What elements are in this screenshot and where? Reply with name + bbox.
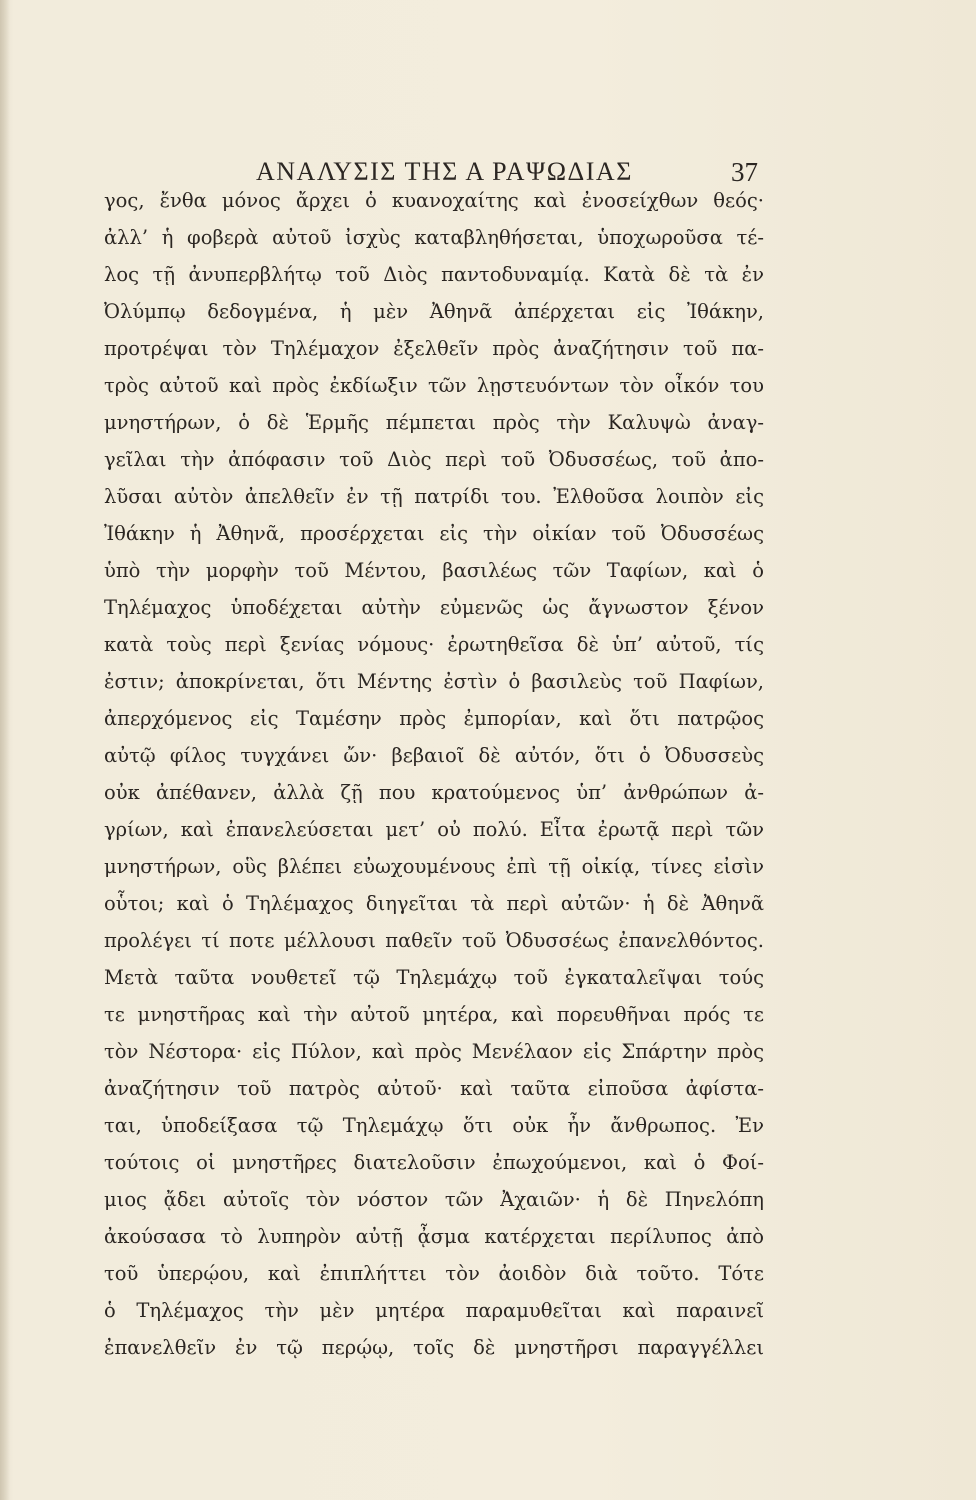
text-line: Τηλέμαχος ὑποδέχεται αὐτὴν εὐμενῶς ὡς ἄγνωστον ξένον <box>104 596 764 619</box>
text-line: ται, ὑποδείξασα τῷ Τηλεμάχῳ ὅτι οὐκ ἦν ἄνθρωπος. Ἐν <box>104 1114 764 1137</box>
text-line: ἐπανελθεῖν ἐν τῷ περῴῳ, τοῖς δὲ μνηστῆρσι παραγγέλλει <box>104 1336 764 1359</box>
text-line: ὑπὸ τὴν μορφὴν τοῦ Μέντου, βασιλέως τῶν Ταφίων, καὶ ὁ <box>104 559 764 582</box>
spine-shadow <box>0 0 10 1500</box>
text-line: ἀπερχόμενος εἰς Ταμέσην πρὸς ἐμπορίαν, καὶ ὅτι πατρῷος <box>104 707 764 730</box>
text-line: γεῖλαι τὴν ἀπόφασιν τοῦ Διὸς περὶ τοῦ Ὀδυσσέως, τοῦ ἀπο- <box>104 448 764 471</box>
text-line: μνηστήρων, οὓς βλέπει εὐωχουμένους ἐπὶ τῇ οἰκίᾳ, τίνες εἰσὶν <box>104 855 764 878</box>
text-line: τούτοις οἱ μνηστῆρες διατελοῦσιν ἐπωχούμενοι, καὶ ὁ Φοί- <box>104 1151 764 1174</box>
text-line: γρίων, καὶ ἐπανελεύσεται μετ’ οὐ πολύ. Εἶτα ἐρωτᾷ περὶ τῶν <box>104 818 764 841</box>
page-number: 37 <box>731 157 758 187</box>
text-line: μιος ᾄδει αὐτοῖς τὸν νόστον τῶν Ἀχαιῶν· ἡ δὲ Πηνελόπη <box>104 1188 764 1211</box>
text-line: ὁ Τηλέμαχος τὴν μὲν μητέρα παραμυθεῖται καὶ παραινεῖ <box>104 1299 764 1322</box>
text-line: τὸν Νέστορα· εἰς Πύλον, καὶ πρὸς Μενέλαον εἰς Σπάρτην πρὸς <box>104 1040 764 1063</box>
text-line: Ὀλύμπῳ δεδογμένα, ἡ μὲν Ἀθηνᾶ ἀπέρχεται εἰς Ἰθάκην, <box>104 300 764 323</box>
running-title: ΑΝΑΛΥΣΙΣ ΤΗΣ Α ΡΑΨΩΔΙΑΣ <box>256 157 633 186</box>
text-line: ἀναζήτησιν τοῦ πατρὸς αὐτοῦ· καὶ ταῦτα εἰποῦσα ἀφίστα- <box>104 1077 764 1100</box>
text-line: λῦσαι αὐτὸν ἀπελθεῖν ἐν τῇ πατρίδι του. Ἐλθοῦσα λοιπὸν εἰς <box>104 485 764 508</box>
text-line: τε μνηστῆρας καὶ τὴν αὐτοῦ μητέρα, καὶ πορευθῆναι πρός τε <box>104 1003 764 1026</box>
text-line: Ἰθάκην ἡ Ἀθηνᾶ, προσέρχεται εἰς τὴν οἰκίαν τοῦ Ὀδυσσέως <box>104 522 764 545</box>
body-text <box>104 182 764 1366</box>
text-line: προλέγει τί ποτε μέλλουσι παθεῖν τοῦ Ὀδυσσέως ἐπανελθόντος. <box>104 929 764 952</box>
text-line: αὐτῷ φίλος τυγχάνει ὤν· βεβαιοῖ δὲ αὐτόν, ὅτι ὁ Ὀδυσσεὺς <box>104 744 764 767</box>
text-line: κατὰ τοὺς περὶ ξενίας νόμους· ἐρωτηθεῖσα δὲ ὑπ’ αὐτοῦ, τίς <box>104 633 764 656</box>
text-line: γος, ἔνθα μόνος ἄρχει ὁ κυανοχαίτης καὶ ἐνοσείχθων θεός· <box>104 189 764 212</box>
text-line: τοῦ ὑπερῴου, καὶ ἐπιπλήττει τὸν ἀοιδὸν διὰ τοῦτο. Τότε <box>104 1262 764 1285</box>
text-line: οὗτοι; καὶ ὁ Τηλέμαχος διηγεῖται τὰ περὶ αὐτῶν· ἡ δὲ Ἀθηνᾶ <box>104 892 764 915</box>
text-line: λος τῇ ἀνυπερβλήτῳ τοῦ Διὸς παντοδυναμίᾳ. Κατὰ δὲ τὰ ἐν <box>104 263 764 286</box>
text-line: τρὸς αὐτοῦ καὶ πρὸς ἐκδίωξιν τῶν λῃστευόντων τὸν οἶκόν του <box>104 374 764 397</box>
text-line: προτρέψαι τὸν Τηλέμαχον ἐξελθεῖν πρὸς ἀναζήτησιν τοῦ πα- <box>104 337 764 360</box>
text-line: μνηστήρων, ὁ δὲ Ἑρμῆς πέμπεται πρὸς τὴν Καλυψὼ ἀναγ- <box>104 411 764 434</box>
text-line: οὐκ ἀπέθανεν, ἀλλὰ ζῇ που κρατούμενος ὑπ’ ἀνθρώπων ἀ- <box>104 781 764 804</box>
text-line: ἀκούσασα τὸ λυπηρὸν αὐτῇ ᾆσμα κατέρχεται περίλυπος ἀπὸ <box>104 1225 764 1248</box>
text-line: Μετὰ ταῦτα νουθετεῖ τῷ Τηλεμάχῳ τοῦ ἐγκαταλεῖψαι τούς <box>104 966 764 989</box>
text-line: ἐστιν; ἀποκρίνεται, ὅτι Μέντης ἐστὶν ὁ βασιλεὺς τοῦ Παφίων, <box>104 670 764 693</box>
text-line: ἀλλ’ ἡ φοβερὰ αὐτοῦ ἰσχὺς καταβληθήσεται, ὑποχωροῦσα τέ- <box>104 226 764 249</box>
